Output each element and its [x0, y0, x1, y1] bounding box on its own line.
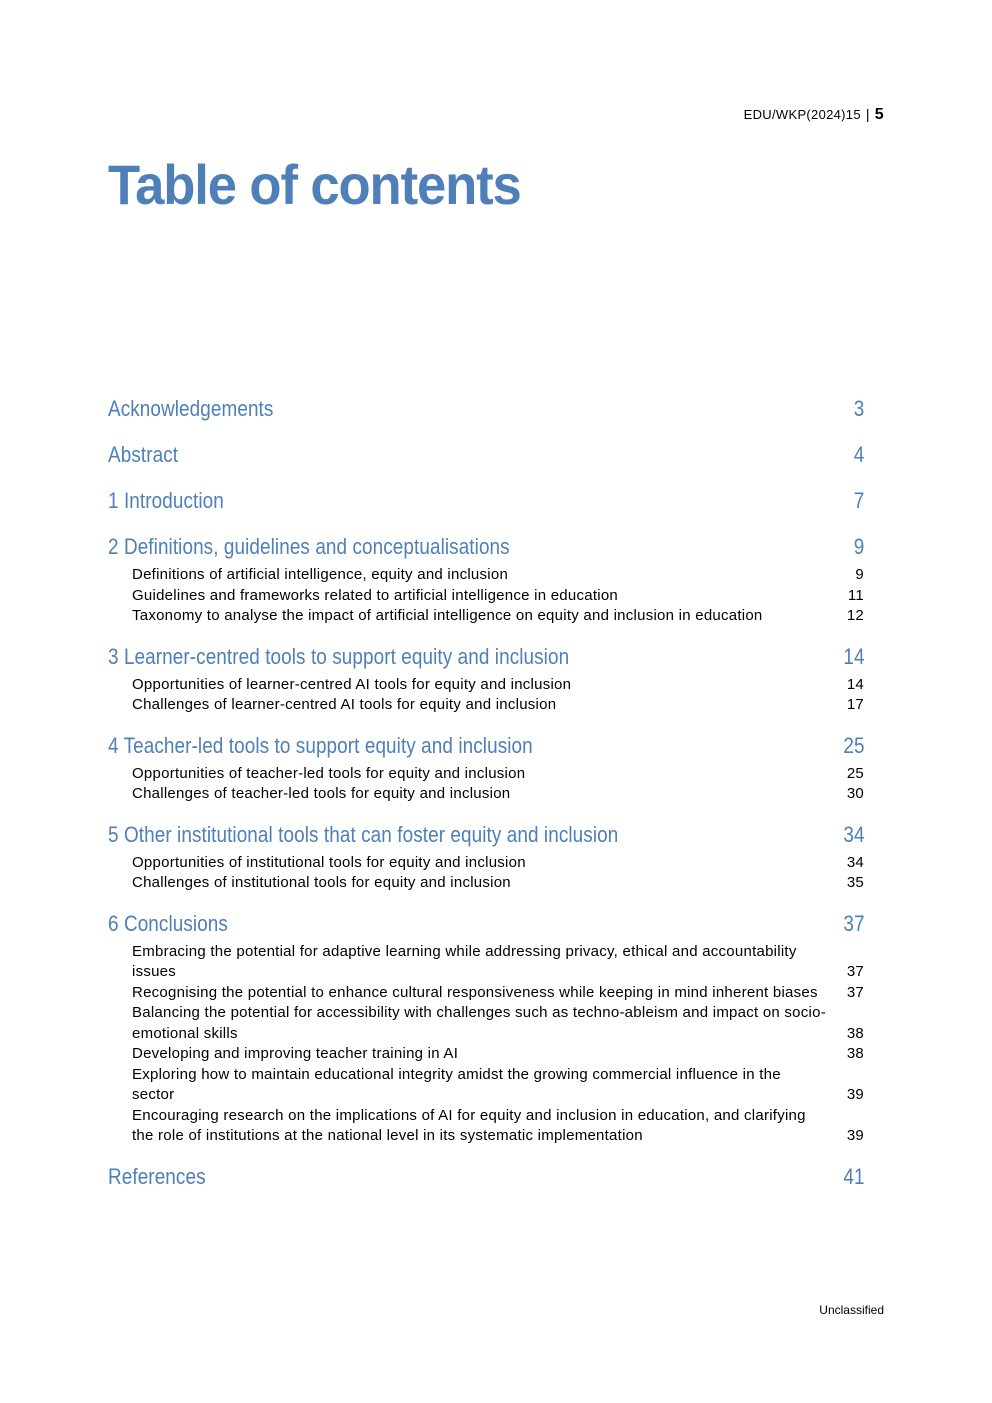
- toc-section: [108, 485, 864, 517]
- toc-section: [108, 819, 864, 894]
- toc-subsection-list: [108, 851, 864, 894]
- toc-heading-link[interactable]: [108, 908, 864, 940]
- toc-entry-title: Opportunities of learner-centred AI tools for equity and inclusion: [132, 675, 572, 693]
- toc-heading-title: 2 Definitions, guidelines and conceptualisations: [108, 534, 510, 559]
- toc-entry-page: 14: [846, 675, 864, 693]
- toc-entry-page: 39: [846, 1086, 864, 1103]
- toc-entry-link[interactable]: [108, 853, 864, 874]
- toc-entry-page: 37: [846, 983, 864, 1001]
- toc-subsection-list: [108, 940, 864, 1147]
- table-of-contents: [108, 393, 864, 1207]
- toc-entry-page: 30: [846, 785, 864, 802]
- toc-entry-link[interactable]: [108, 1044, 864, 1065]
- toc-entry-page: 34: [846, 853, 864, 871]
- toc-heading-link[interactable]: [108, 730, 864, 762]
- header-page-number: 5: [874, 106, 884, 123]
- doc-code: EDU/WKP(2024)15: [743, 107, 861, 122]
- toc-entry-title: Recognising the potential to enhance cultural responsiveness while keeping in mind inherent biases: [132, 983, 818, 1001]
- toc-entry-page: 38: [846, 1024, 864, 1042]
- toc-entry-page: 39: [846, 1127, 864, 1144]
- toc-entry-link[interactable]: [108, 675, 864, 696]
- toc-heading-link[interactable]: [108, 393, 864, 425]
- toc-heading-page: 4: [853, 442, 864, 467]
- toc-entry-title: Guidelines and frameworks related to artificial intelligence in education: [132, 586, 619, 604]
- toc-entry-title: Challenges of learner-centred AI tools for equity and inclusion: [132, 696, 557, 713]
- toc-entry-link[interactable]: [108, 784, 864, 805]
- toc-entry-title: Embracing the potential for adaptive learning while addressing privacy, ethical and accountability issues: [132, 942, 797, 980]
- toc-entry-title: Opportunities of institutional tools for equity and inclusion: [132, 853, 526, 871]
- toc-entry-link[interactable]: [108, 586, 864, 607]
- toc-entry-title: Exploring how to maintain educational integrity amidst the growing commercial influence in the sector: [132, 1065, 781, 1103]
- toc-heading-title: 5 Other institutional tools that can foster equity and inclusion: [108, 821, 619, 847]
- toc-heading-title: 3 Learner-centred tools to support equity and inclusion: [108, 643, 570, 669]
- toc-heading-title: Acknowledgements: [108, 396, 274, 421]
- running-header: [744, 106, 884, 124]
- toc-entry-page: 37: [846, 963, 864, 980]
- toc-entry-title: Challenges of teacher-led tools for equity and inclusion: [132, 785, 511, 802]
- toc-entry-page: 12: [846, 607, 864, 624]
- toc-entry-title: Balancing the potential for accessibility with challenges such as techno-ableism and impact on socio-emotional skills: [132, 1004, 826, 1042]
- toc-heading-link[interactable]: [108, 819, 864, 851]
- toc-entry-page: 9: [855, 566, 864, 583]
- toc-entry-title: Encouraging research on the implications of AI for equity and inclusion in education, and clarifying the role of institutions at the national level in its systematic implementation: [132, 1106, 806, 1144]
- toc-section: [108, 730, 864, 805]
- toc-subsection-list: [108, 563, 864, 627]
- toc-heading-title: 6 Conclusions: [108, 910, 228, 936]
- toc-section: [108, 908, 864, 1147]
- toc-heading-page: 41: [842, 1163, 864, 1189]
- toc-heading-link[interactable]: [108, 485, 864, 517]
- toc-section: [108, 439, 864, 471]
- toc-entry-page: 35: [846, 874, 864, 891]
- toc-entry-page: 25: [846, 764, 864, 782]
- toc-entry-link[interactable]: [108, 606, 864, 627]
- toc-section: [108, 531, 864, 627]
- toc-entry-link[interactable]: [108, 1106, 864, 1147]
- toc-heading-page: 37: [842, 910, 864, 936]
- toc-section: [108, 641, 864, 716]
- toc-heading-link[interactable]: [108, 439, 864, 471]
- toc-heading-link[interactable]: [108, 1161, 864, 1193]
- toc-heading-title: 4 Teacher-led tools to support equity and inclusion: [108, 732, 533, 758]
- toc-entry-title: Definitions of artificial intelligence, equity and inclusion: [132, 566, 509, 583]
- toc-section: [108, 393, 864, 425]
- toc-heading-link[interactable]: [108, 531, 864, 563]
- toc-entry-link[interactable]: [108, 1003, 864, 1044]
- toc-entry-link[interactable]: [108, 942, 864, 983]
- toc-entry-title: Opportunities of teacher-led tools for equity and inclusion: [132, 764, 526, 782]
- toc-heading-title: References: [108, 1163, 206, 1189]
- toc-heading-title: Abstract: [108, 442, 179, 467]
- toc-heading-page: 3: [853, 396, 864, 421]
- toc-subsection-list: [108, 673, 864, 716]
- toc-entry-link[interactable]: [108, 983, 864, 1004]
- toc-entry-link[interactable]: [108, 695, 864, 716]
- classification-label: Unclassified: [819, 1303, 884, 1317]
- toc-heading-page: 25: [842, 732, 864, 758]
- toc-section: [108, 1161, 864, 1193]
- toc-heading-page: 9: [853, 534, 864, 559]
- header-separator: |: [865, 106, 870, 122]
- toc-entry-link[interactable]: [108, 873, 864, 894]
- toc-entry-title: Taxonomy to analyse the impact of artificial intelligence on equity and inclusion in education: [132, 607, 763, 624]
- toc-entry-page: 38: [846, 1045, 864, 1062]
- toc-entry-title: Challenges of institutional tools for equity and inclusion: [132, 874, 511, 891]
- toc-heading-title: 1 Introduction: [108, 488, 224, 513]
- toc-subsection-list: [108, 762, 864, 805]
- toc-entry-link[interactable]: [108, 565, 864, 586]
- toc-heading-page: 7: [853, 488, 864, 513]
- toc-entry-link[interactable]: [108, 1065, 864, 1106]
- toc-entry-page: 11: [847, 586, 864, 604]
- toc-heading-link[interactable]: [108, 641, 864, 673]
- toc-heading-page: 14: [842, 643, 864, 669]
- page-title: Table of contents: [108, 153, 521, 216]
- toc-entry-page: 17: [846, 696, 864, 713]
- toc-heading-page: 34: [842, 821, 864, 847]
- toc-entry-title: Developing and improving teacher training in AI: [132, 1045, 459, 1062]
- toc-entry-link[interactable]: [108, 764, 864, 785]
